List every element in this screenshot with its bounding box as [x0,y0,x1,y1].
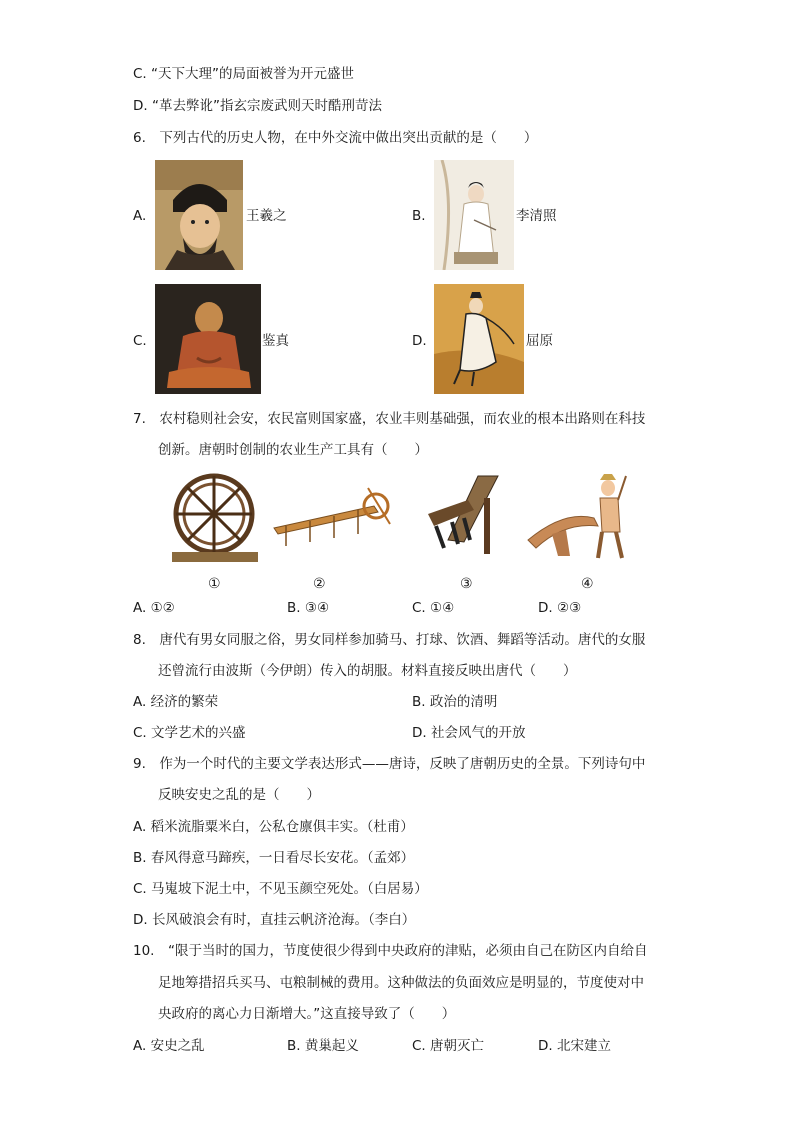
q9-stem-line-1: 9. 作为一个时代的主要文学表达形式——唐诗，反映了唐朝历史的全景。下列诗句中 [133,756,646,772]
q9-stem-line-2: 反映安史之乱的是（ ） [158,787,320,803]
q10-option-b: B. 黄巢起义 [287,1038,359,1054]
q10-stem-line-1: 10. “限于当时的国力，节度使很少得到中央政府的津贴，必须由自己在防区内自给自 [133,943,648,959]
q8-stem-line-1: 8. 唐代有男女同服之俗，男女同样参加骑马、打球、饮酒、舞蹈等活动。唐代的女服 [133,632,646,648]
q7-option-d: D. ②③ [538,600,582,616]
dragon-bone-waterwheel-image [270,484,394,550]
q6-d-name: 屈原 [526,333,553,349]
q7-mark-3: ③ [460,576,473,592]
q10-stem-line-3: 央政府的离心力日渐增大。”这直接导致了（ ） [158,1006,456,1022]
q6-b-letter: B. [412,208,426,224]
q7-option-c: C. ①④ [412,600,455,616]
q7-stem-line-1: 7. 农村稳则社会安，农民富则国家盛，农业丰则基础强，而农业的根本出路则在科技 [133,411,646,427]
q10-option-c: C. 唐朝灭亡 [412,1038,485,1054]
q10-option-d: D. 北宋建立 [538,1038,611,1054]
q7-stem-line-2: 创新。唐朝时创制的农业生产工具有（ ） [158,442,428,458]
curved-shaft-plow-image [418,470,504,560]
farmer-plowing-image [524,470,630,560]
q5-option-d: D. “革去弊讹”指玄宗废武则天时酷刑苛法 [133,98,382,114]
q7-mark-1: ① [208,576,221,592]
q8-option-b: B. 政治的清明 [412,694,498,710]
q6-b-name: 李清照 [516,208,557,224]
q7-mark-4: ④ [581,576,594,592]
portrait-wang-xizhi-image [155,160,243,270]
q6-c-name: 鉴真 [262,333,289,349]
q7-mark-2: ② [313,576,326,592]
statue-jianzhen-image [155,284,261,394]
q8-option-d: D. 社会风气的开放 [412,725,526,741]
water-wheel-image [166,470,264,566]
q7-option-a: A. ①② [133,600,175,616]
q10-stem-line-2: 足地筹措招兵买马、屯粮制械的费用。这种做法的负面效应是明显的，节度使对中 [158,975,644,991]
q7-option-b: B. ③④ [287,600,330,616]
q6-d-letter: D. [412,333,427,349]
q6-a-letter: A. [133,208,147,224]
q5-option-c: C. “天下大理”的局面被誉为开元盛世 [133,66,354,82]
q8-stem-line-2: 还曾流行由波斯（今伊朗）传入的胡服。材料直接反映出唐代（ ） [158,663,577,679]
q9-option-d: D. 长风破浪会有时，直挂云帆济沧海。（李白） [133,912,416,928]
q9-option-a: A. 稻米流脂粟米白，公私仓廪俱丰实。（杜甫） [133,819,414,835]
q8-option-c: C. 文学艺术的兴盛 [133,725,246,741]
q6-a-name: 王羲之 [246,208,287,224]
q6-stem: 6. 下列古代的历史人物，在中外交流中做出突出贡献的是（ ） [133,130,538,146]
q10-option-a: A. 安史之乱 [133,1038,205,1054]
painting-qu-yuan-image [434,284,524,394]
q6-c-letter: C. [133,333,147,349]
q8-option-a: A. 经济的繁荣 [133,694,219,710]
q9-option-c: C. 马嵬坡下泥土中，不见玉颜空死处。（白居易） [133,881,428,897]
q9-option-b: B. 春风得意马蹄疾，一日看尽长安花。（孟郊） [133,850,415,866]
portrait-li-qingzhao-image [434,160,514,270]
